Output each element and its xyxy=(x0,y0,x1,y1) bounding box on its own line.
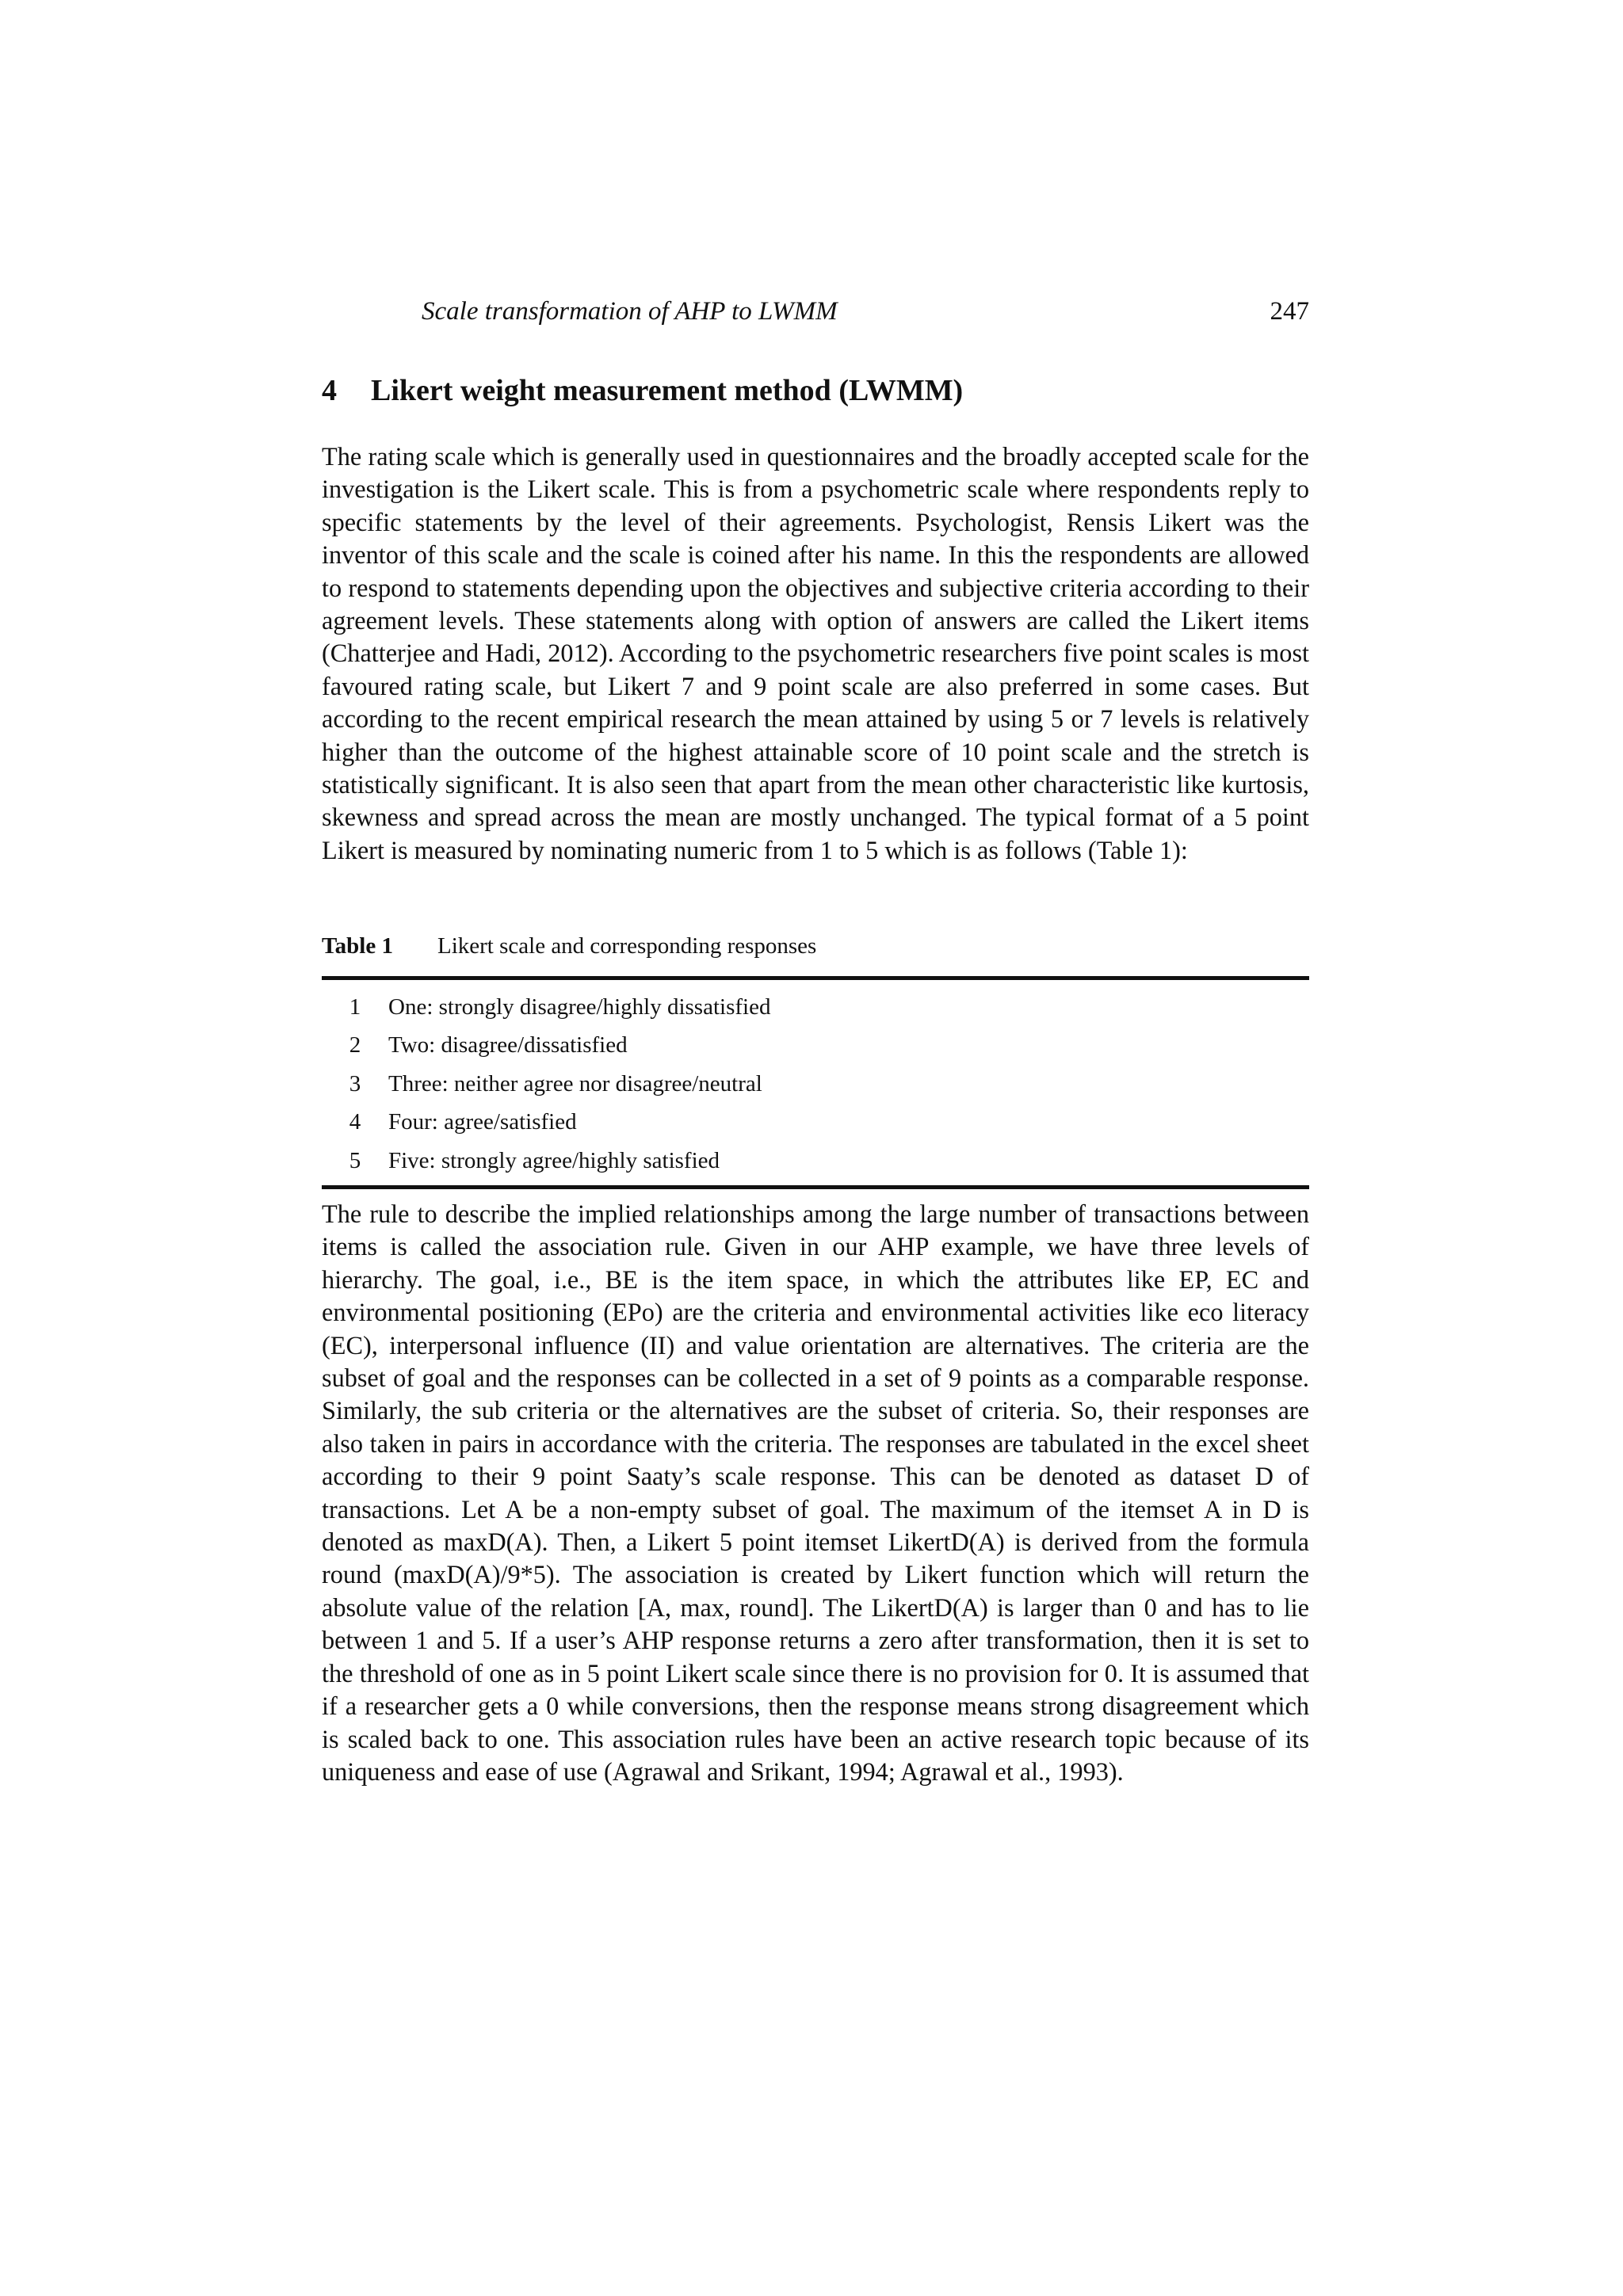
table-row xyxy=(322,1065,1309,1104)
table-row-text: One: strongly disagree/highly dissatisfied xyxy=(388,994,771,1020)
page-number: 247 xyxy=(1270,297,1309,326)
table-caption-text: Likert scale and corresponding responses xyxy=(437,933,817,959)
table-row xyxy=(322,1104,1309,1142)
table-row-number: 4 xyxy=(349,1109,361,1135)
table-row-text: Three: neither agree nor disagree/neutral xyxy=(388,1070,762,1097)
section-heading xyxy=(322,371,1309,410)
table-row-number: 1 xyxy=(349,994,361,1020)
running-title: Scale transformation of AHP to LWMM xyxy=(422,297,838,326)
section-title: Likert weight measurement method (LWMM) xyxy=(371,374,964,407)
table-caption xyxy=(322,930,816,962)
likert-scale-table xyxy=(322,976,1309,1189)
table-row-number: 2 xyxy=(349,1032,361,1058)
table-row-number: 3 xyxy=(349,1070,361,1097)
table-row xyxy=(322,988,1309,1027)
table-row xyxy=(322,1027,1309,1066)
body-paragraph-2: The rule to describe the implied relationships among the large number of transactions between items is called the association rule. Given in our AHP example, we have three levels of hierarchy. The goal, i.e., BE is the item space, in which the attributes like EP, EC and environmental positioning (EPo) are the criteria and environmental activities like eco literacy (EC), interpersonal influence (II) and value orientation are alternatives. The criteria are the subset of goal and the responses can be collected in a set of 9 points as a comparable response. Similarly, the sub criteria or the alternatives are the subset of criteria. So, their responses are also taken in pairs in accordance with the criteria. The responses are tabulated in the excel sheet according to their 9 point Saaty’s scale response. This can be denoted as dataset D of transactions. Let A be a non-empty subset of goal. The maximum of the itemset A in D is denoted as maxD(A). Then, a Likert 5 point itemset LikertD(A) is derived from the formula round (maxD(A)/9*5). The association is created by Likert function which will return the absolute value of the relation [A, max, round]. The LikertD(A) is larger than 0 and has to lie between 1 and 5. If a user’s AHP response returns a zero after transformation, then it is set to the threshold of one as in 5 point Likert scale since there is no provision for 0. It is assumed that if a researcher gets a 0 while conversions, then the response means strong disagreement which is scaled back to one. This association rules have been an active research topic because of its uniqueness and ease of use (Agrawal and Srikant, 1994; Agrawal et al., 1993). xyxy=(322,1199,1309,1786)
table-row-text: Four: agree/satisfied xyxy=(388,1109,577,1135)
table-row-text: Five: strongly agree/highly satisfied xyxy=(388,1147,720,1173)
running-header xyxy=(322,293,1309,330)
section-number: 4 xyxy=(322,374,337,407)
table-row-number: 5 xyxy=(349,1147,361,1173)
paper-page xyxy=(322,0,1309,2296)
table-row xyxy=(322,1142,1309,1180)
body-paragraph-1: The rating scale which is generally used in questionnaires and the broadly accepted scale for the investigation is the Likert scale. This is from a psychometric scale where respondents reply to specific statements by the level of their agreements. Psychologist, Rensis Likert was the inventor of this scale and the scale is coined after his name. In this the respondents are allowed to respond to statements depending upon the objectives and subjective criteria according to their agreement levels. These statements along with option of answers are called the Likert items (Chatterjee and Hadi, 2012). According to the psychometric researchers five point scales is most favoured rating scale, but Likert 7 and 9 point scale are also preferred in some cases. But according to the recent empirical research the mean attained by using 5 or 7 levels is relatively higher than the outcome of the highest attainable score of 10 point scale and the stretch is statistically significant. It is also seen that apart from the mean other characteristic like kurtosis, skewness and spread across the mean are mostly unchanged. The typical format of a 5 point Likert is measured by nominating numeric from 1 to 5 which is as follows (Table 1): xyxy=(322,442,1309,864)
table-label: Table 1 xyxy=(322,933,393,959)
table-row-text: Two: disagree/dissatisfied xyxy=(388,1032,628,1058)
